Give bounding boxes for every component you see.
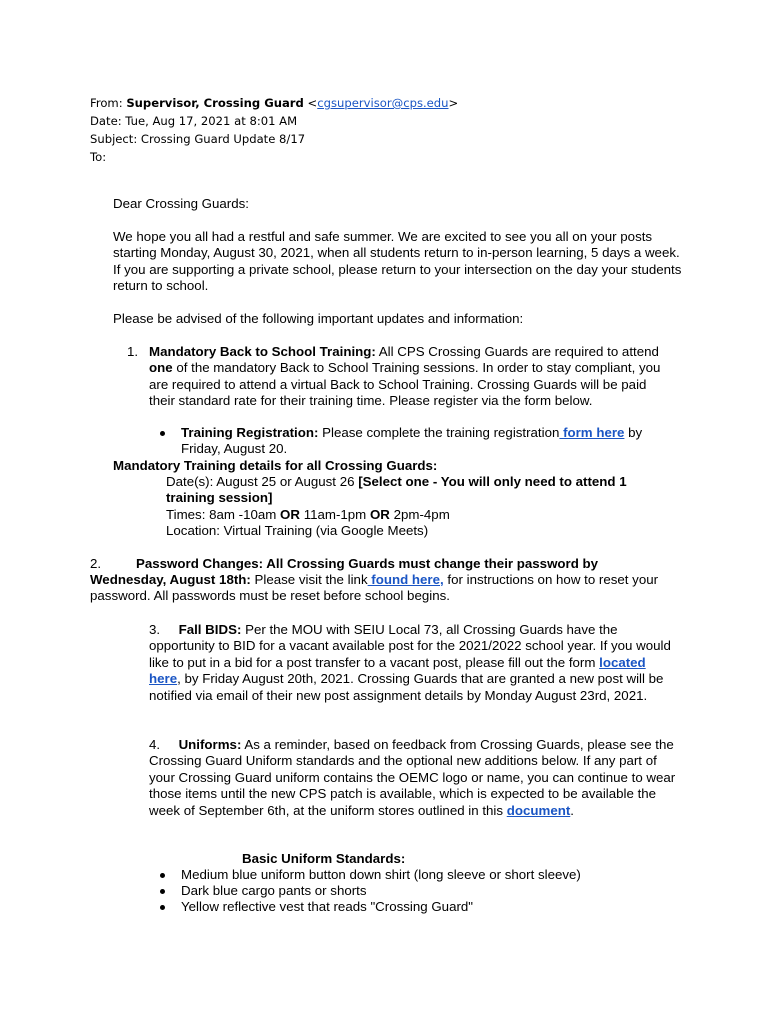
item4-text-a: As a reminder, based on feedback from Crossing Guards, please see the Crossing Guard Uniform standards and the optional new additions below. If any part of your Crossing Guard uniform contains the OEMC logo or name, you can continue to wear those items until the new CPS patch is available, which is expected to be available the week of September 6th, at the uniform stores outlined in this: [149, 737, 676, 818]
item2-title: Password Changes: All Crossing Guards must change their password by: [136, 556, 599, 571]
bullet-icon: [160, 431, 165, 436]
password-found-here-link[interactable]: found here,: [367, 572, 444, 587]
item3-title: Fall BIDS:: [178, 622, 242, 637]
training-location: Location: Virtual Training (via Google Meets): [166, 523, 429, 538]
registration-after: by Friday, August 20.: [181, 425, 643, 457]
item3-text-b: , by Friday August 20th, 2021. Crossing Guards that are granted a new post will be notified via email of their new post assignment details by Monday August 23rd, 2021.: [149, 671, 664, 703]
item3-text-a: Per the MOU with SEIU Local 73, all Crossing Guards have the opportunity to BID for a vacant available post for the 2021/2022 school year. If you would like to put in a bid for a post transfer to a vacant post, please fill out the form: [149, 622, 671, 670]
greeting: Dear Crossing Guards:: [113, 196, 249, 211]
training-details-title-text: Mandatory Training details for all Crossing Guards:: [113, 458, 438, 473]
item2-title-line: [136, 556, 696, 572]
times-or-2: OR: [369, 507, 390, 522]
registration-title: Training Registration:: [181, 425, 319, 440]
item2-title2: Wednesday, August 18th:: [90, 572, 251, 587]
registration-text: Please complete the training registration: [318, 425, 560, 440]
training-dates: [166, 474, 666, 507]
training-times: [166, 507, 666, 523]
bullet-icon: [160, 889, 165, 894]
item2-text-b: for instructions on how to reset your password. All passwords must be reset before school begins.: [90, 572, 659, 604]
item2-paragraph: [90, 572, 680, 605]
uniform-heading-text: Basic Uniform Standards:: [242, 851, 406, 866]
training-registration: [181, 425, 671, 458]
item1-text-b: of the mandatory Back to School Training sessions. In order to stay compliant, you are required to attend a virtual Back to School Training. Crossing Guards will be paid their standard rate for their training time. Please register via the form below.: [149, 360, 661, 409]
uniform-item: Yellow reflective vest that reads "Crossing Guard": [181, 899, 474, 914]
bid-located-here-link[interactable]: located here: [149, 654, 646, 687]
bullet-icon: [160, 905, 165, 910]
uniform-item: Medium blue uniform button down shirt (long sleeve or short sleeve): [181, 867, 581, 882]
times-a: Times: 8am -10am: [166, 507, 281, 522]
item1-text-a: All CPS Crossing Guards are required to attend: [375, 344, 659, 359]
subject-line: Subject: Crossing Guard Update 8/17: [90, 132, 306, 146]
uniform-document-link[interactable]: document: [506, 802, 571, 818]
from-label: From:: [90, 96, 123, 110]
item4-number: 4.: [149, 737, 161, 752]
uniform-heading: [242, 851, 642, 867]
item3-paragraph: [149, 622, 679, 704]
times-b: 11am-1pm: [300, 507, 370, 522]
from-name: Supervisor, Crossing Guard: [126, 96, 304, 110]
dates-bold: [Select one - You will only need to attend 1 training session]: [166, 474, 627, 506]
uniform-item: Dark blue cargo pants or shorts: [181, 883, 367, 898]
item2-text-a: Please visit the link: [250, 572, 368, 587]
item1-bold-one: one: [149, 360, 173, 376]
times-c: 2pm-4pm: [389, 507, 450, 522]
item2-number: 2.: [90, 556, 102, 571]
times-or-1: OR: [280, 507, 300, 522]
intro-paragraph: We hope you all had a restful and safe summer. We are excited to see you all on your posts starting Monday, August 30, 2021, when all students return to in-person learning, 5 days a week. If you are supporting a private school, please return to your intersection on the day your students return to school.: [113, 229, 682, 294]
item4-text-b: .: [570, 802, 574, 818]
from-email-link[interactable]: cgsupervisor@cps.edu: [317, 96, 449, 110]
item4-paragraph: [149, 737, 679, 819]
item3-number: 3.: [149, 622, 161, 637]
item1-title: Mandatory Back to School Training:: [149, 344, 376, 359]
dates-prefix: Date(s): August 25 or August 26: [166, 474, 359, 489]
from-line: From: Supervisor, Crossing Guard <cgsupervisor@cps.edu>: [90, 96, 459, 110]
advised-paragraph: Please be advised of the following important updates and information:: [113, 311, 524, 326]
to-line: To:: [90, 150, 107, 164]
training-details-title: [113, 458, 683, 474]
item1-number: 1.: [127, 344, 139, 359]
item4-title: Uniforms:: [178, 737, 242, 752]
bullet-icon: [160, 873, 165, 878]
email-header: [90, 94, 458, 166]
registration-form-link[interactable]: form here: [559, 425, 625, 440]
item1-paragraph: [149, 344, 667, 410]
date-line: Date: Tue, Aug 17, 2021 at 8:01 AM: [90, 114, 298, 128]
